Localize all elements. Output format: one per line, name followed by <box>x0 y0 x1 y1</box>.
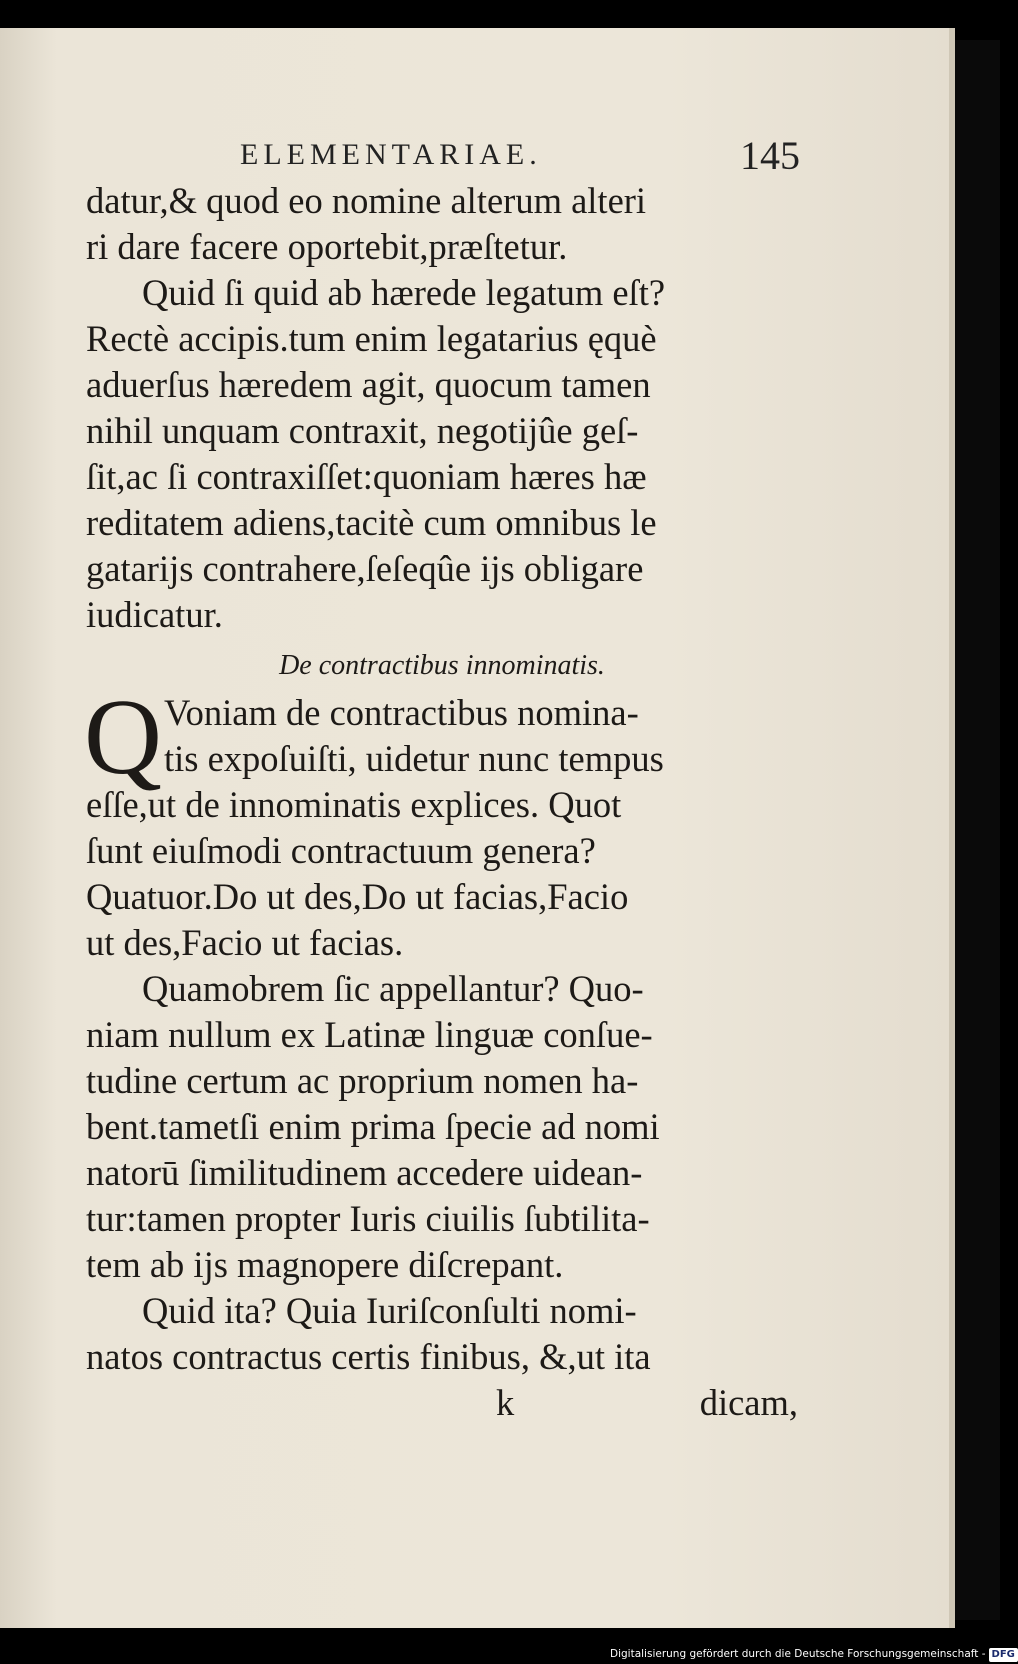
section-heading: De contractibus innominatis. <box>279 650 605 681</box>
text-line: eſſe,ut de innominatis explices. Quot <box>86 784 622 825</box>
digitization-credit <box>610 1644 1015 1664</box>
text-line: tis expoſuiſti, uidetur nunc tempus <box>164 738 664 779</box>
paragraph-2 <box>86 270 798 638</box>
signature-mark: k <box>496 1382 515 1423</box>
catchword: dicam, <box>699 1382 798 1423</box>
text-line: ſunt eiuſmodi contractuum genera? <box>86 830 596 871</box>
text-line: ri dare facere oportebit,præſtetur. <box>86 226 568 267</box>
text-line: datur,& quod eo nomine alterum alteri <box>86 180 647 221</box>
text-line: natos contractus certis finibus, &,ut ita <box>86 1336 651 1377</box>
signature-line <box>86 1380 798 1426</box>
text-line: ſit,ac ſi contraxiſſet:quoniam hæres hæ <box>86 456 647 497</box>
text-line: gatarijs contrahere,ſeſeqûe ijs obligare <box>86 548 644 589</box>
text-line: aduerſus hæredem agit, quocum tamen <box>86 364 651 405</box>
drop-cap: Q <box>84 678 162 797</box>
text-line: nihil unquam contraxit, negotijûe geſ- <box>86 410 639 451</box>
text-line: Quid ſi quid ab hærede legatum eſt? <box>142 272 666 313</box>
credit-text: Digitalisierung gefördert durch die Deutsche Forschungsgemeinschaft - <box>610 1648 986 1660</box>
dfg-logo-icon: DFG <box>989 1648 1018 1662</box>
text-line: Quamobrem ſic appellantur? Quo- <box>142 968 644 1009</box>
paragraph-1 <box>86 178 798 270</box>
paragraph-5 <box>86 1288 798 1380</box>
page-header <box>240 133 800 178</box>
text-line: niam nullum ex Latinæ linguæ conſue- <box>86 1014 653 1055</box>
text-line: reditatem adiens,tacitè cum omnibus le <box>86 502 657 543</box>
running-head: ELEMENTARIAE. <box>240 138 542 171</box>
page-number: 145 <box>740 133 800 178</box>
paragraph-3 <box>84 678 798 966</box>
text-line: natorū ſimilitudinem accedere uidean- <box>86 1152 643 1193</box>
paragraph-4 <box>86 966 798 1288</box>
text-line: Quid ita? Quia Iuriſconſulti nomi- <box>142 1290 637 1331</box>
text-line: Rectè accipis.tum enim legatarius ęquè <box>86 318 657 359</box>
text-line: Quatuor.Do ut des,Do ut facias,Facio <box>86 876 629 917</box>
text-line: tur:tamen propter Iuris ciuilis ſubtilita- <box>86 1198 650 1239</box>
text-line: tem ab ijs magnopere diſcrepant. <box>86 1244 564 1285</box>
text-line: tudine certum ac proprium nomen ha- <box>86 1060 639 1101</box>
text-line: Voniam de contractibus nomina- <box>164 692 639 733</box>
text-line: iudicatur. <box>86 594 223 635</box>
page-edge-shadow <box>955 40 1000 1620</box>
text-line: bent.tametſi enim prima ſpecie ad nomi <box>86 1106 660 1147</box>
page-text <box>86 178 798 1426</box>
text-line: ut des,Facio ut facias. <box>86 922 404 963</box>
